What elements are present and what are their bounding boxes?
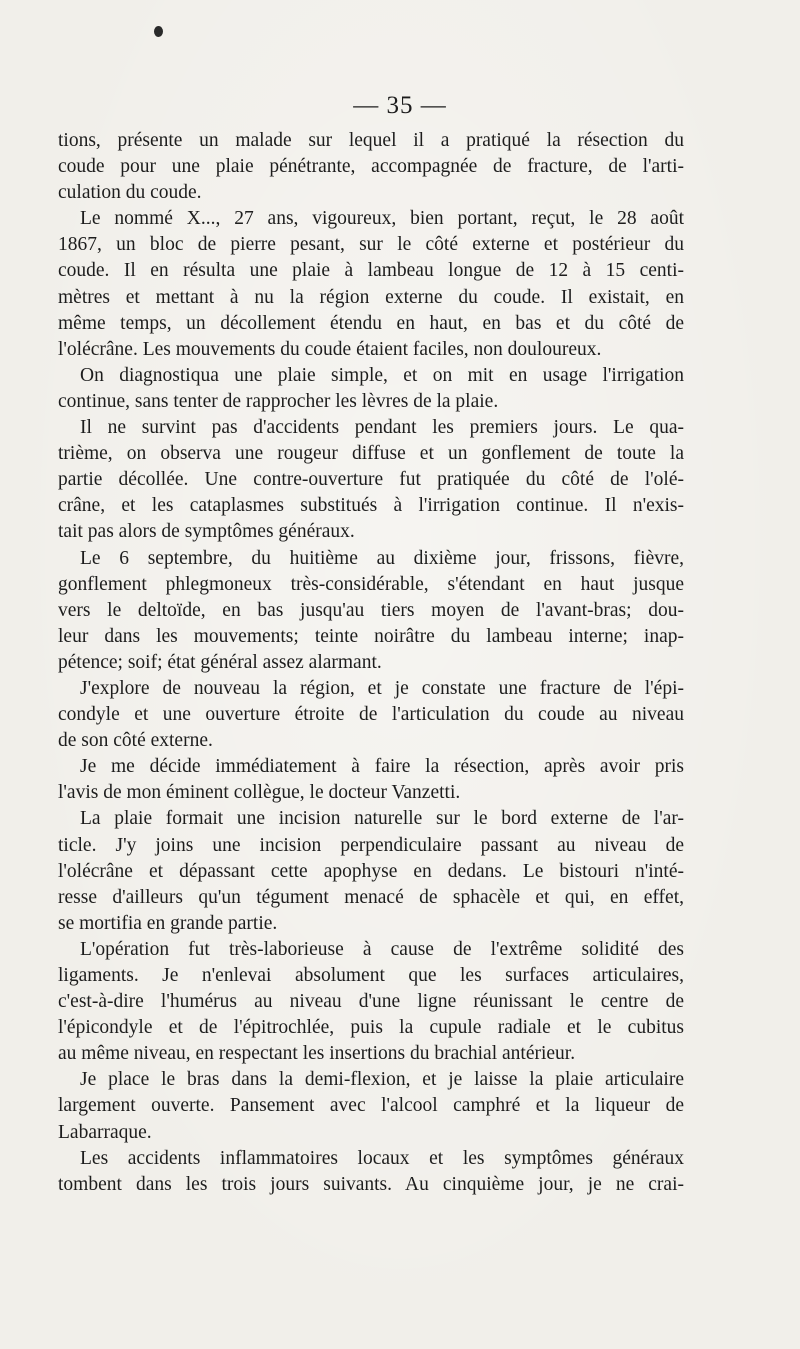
text-line: tions, présente un malade sur lequel il a pratiqué la résection du: [58, 130, 684, 151]
paragraph: [58, 546, 684, 676]
text-line: La plaie formait une incision naturelle sur le bord externe de l'ar-: [80, 808, 684, 830]
text-line: vers le deltoïde, en bas jusqu'au tiers moyen de l'avant-bras; dou-: [58, 599, 684, 621]
text-line: tait pas alors de symptômes généraux.: [58, 521, 355, 543]
paragraph: [58, 754, 684, 806]
text-line: Les accidents inflammatoires locaux et les symptômes généraux: [80, 1147, 684, 1169]
text-line: resse d'ailleurs qu'un tégument menacé de sphacèle et qui, en effet,: [58, 886, 684, 908]
paragraph: [58, 676, 684, 754]
paragraph: [58, 128, 684, 206]
text-line: l'avis de mon éminent collègue, le docteur Vanzetti.: [58, 782, 461, 804]
text-line: ticle. J'y joins une incision perpendiculaire passant au niveau de: [58, 834, 684, 856]
paragraph: [58, 206, 684, 363]
text-line: mètres et mettant à nu la région externe du coude. Il existait, en: [58, 286, 684, 308]
text-line: J'explore de nouveau la région, et je constate une fracture de l'épi-: [80, 677, 684, 699]
paragraph: [58, 1067, 684, 1145]
text-line: leur dans les mouvements; teinte noirâtre du lambeau interne; inap-: [58, 625, 684, 647]
text-line: 1867, un bloc de pierre pesant, sur le côté externe et postérieur du: [58, 234, 684, 256]
paragraph: [58, 806, 684, 936]
text-line: coude. Il en résulta une plaie à lambeau longue de 12 à 15 centi-: [58, 260, 684, 282]
text-line: pétence; soif; état général assez alarmant.: [58, 651, 382, 673]
text-line: Le nommé X..., 27 ans, vigoureux, bien portant, reçut, le 28 août: [80, 208, 684, 230]
text-line: ligaments. Je n'enlevai absolument que les surfaces articulaires,: [58, 965, 684, 986]
text-line: Je me décide immédiatement à faire la résection, après avoir pris: [80, 756, 684, 778]
text-line: largement ouverte. Pansement avec l'alcool camphré et la liqueur de: [58, 1095, 684, 1117]
text-line: l'olécrâne et dépassant cette apophyse en dedans. Le bistouri n'inté-: [58, 860, 684, 882]
paragraph: [58, 1146, 684, 1198]
body-text: [58, 128, 684, 1198]
text-line: crâne, et les cataplasmes substitués à l'irrigation continue. Il n'exis-: [58, 495, 684, 517]
paragraph: [58, 937, 684, 1067]
text-line: On diagnostiqua une plaie simple, et on mit en usage l'irrigation: [80, 364, 684, 386]
text-line: Il ne survint pas d'accidents pendant les premiers jours. Le qua-: [80, 417, 684, 439]
paragraph: [58, 415, 684, 545]
text-line: de son côté externe.: [58, 730, 213, 752]
text-line: même temps, un décollement étendu en haut, en bas et du côté de: [58, 312, 684, 334]
text-line: trième, on observa une rougeur diffuse et un gonflement de toute la: [58, 443, 684, 465]
text-line: se mortifia en grande partie.: [58, 912, 278, 934]
text-line: Le 6 septembre, du huitième au dixième jour, frissons, fièvre,: [80, 547, 684, 569]
text-line: l'olécrâne. Les mouvements du coude étaient faciles, non douloureux.: [58, 338, 602, 360]
text-line: c'est-à-dire l'humérus au niveau d'une ligne réunissant le centre de: [58, 991, 684, 1013]
paragraph: [58, 363, 684, 415]
text-line: culation du coude.: [58, 182, 202, 204]
text-line: tombent dans les trois jours suivants. Au cinquième jour, je ne crai-: [58, 1173, 684, 1195]
ink-spot: [154, 26, 163, 37]
text-line: au même niveau, en respectant les insertions du brachial antérieur.: [58, 1043, 576, 1065]
text-line: Je place le bras dans la demi-flexion, et je laisse la plaie articulaire: [80, 1069, 684, 1091]
page-number: — 35 —: [353, 92, 447, 119]
text-line: continue, sans tenter de rapprocher les lèvres de la plaie.: [58, 390, 499, 412]
text-line: l'épicondyle et de l'épitrochlée, puis la cupule radiale et le cubitus: [58, 1017, 684, 1039]
text-line: partie décollée. Une contre-ouverture fut pratiquée du côté de l'olé-: [58, 469, 684, 491]
text-line: Labarraque.: [58, 1121, 152, 1143]
text-line: L'opération fut très-laborieuse à cause de l'extrême solidité des: [80, 938, 684, 960]
text-line: condyle et une ouverture étroite de l'articulation du coude au niveau: [58, 704, 684, 726]
text-line: coude pour une plaie pénétrante, accompagnée de fracture, de l'arti-: [58, 156, 684, 178]
text-line: gonflement phlegmoneux très-considérable, s'étendant en haut jusque: [58, 573, 684, 595]
